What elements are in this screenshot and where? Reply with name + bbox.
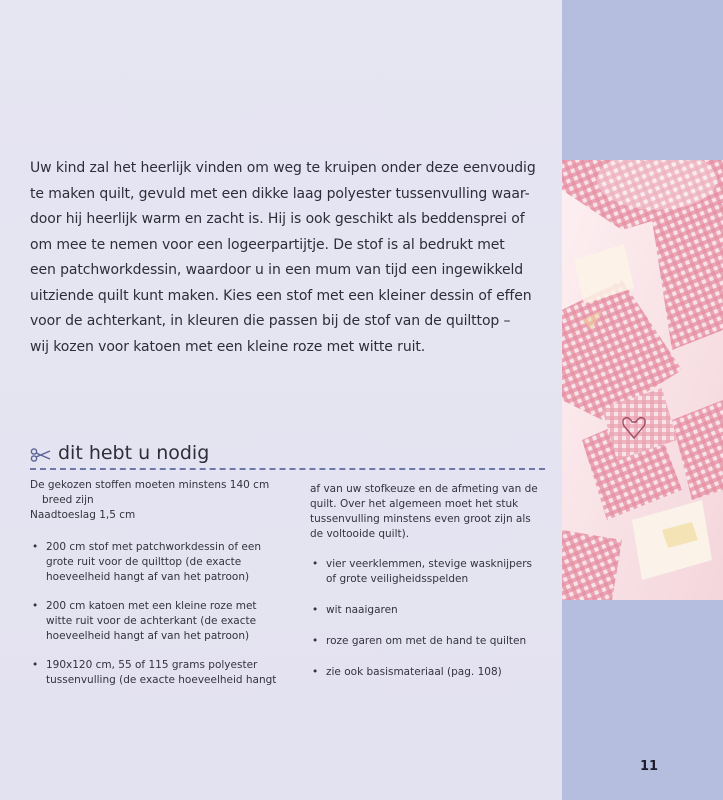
section-title: dit hebt u nodig [58, 442, 210, 464]
intro-paragraph [30, 156, 555, 360]
intro-line: Uw kind zal het heerlijk vinden om weg te kruipen onder deze eenvoudig [30, 160, 536, 176]
list-continuation: af van uw stofkeuze en de afmeting van de quilt. Over het algemeen moet het stuk tussenvulling minstens even groot zijn als de voltooide quilt). [310, 483, 538, 540]
materials-left-column [30, 478, 280, 688]
intro-line: door hij heerlijk warm en zacht is. Hij is ook geschikt als beddensprei of [30, 211, 525, 227]
intro-line: voor de achterkant, in kleuren die passen bij de stof van de quilttop – [30, 313, 511, 329]
fabric-width-note: De gekozen stoffen moeten minstens 140 cm [30, 479, 270, 491]
section-header [30, 438, 555, 468]
list-item: • wit naaigaren [310, 603, 540, 618]
sidebar-blue-panel-top [562, 0, 723, 160]
dashed-divider [30, 468, 545, 470]
intro-line: te maken quilt, gevuld met een dikke laag polyester tussenvulling waar- [30, 185, 530, 202]
materials-right-column [310, 482, 540, 680]
materials-list-right [310, 557, 540, 680]
quilt-photo [562, 160, 723, 600]
page-number: 11 [640, 759, 659, 774]
intro-line: een patchworkdessin, waardoor u in een mum van tijd een ingewikkeld [30, 262, 524, 278]
list-item: • zie ook basismateriaal (pag. 108) [310, 665, 540, 680]
list-item: • roze garen om met de hand te quilten [310, 634, 540, 649]
list-item: • 200 cm katoen met een kleine roze met witte ruit voor de achterkant (de exacte hoeveelheid hangt af van het patroon) [30, 599, 280, 644]
intro-line: wij kozen voor katoen met een kleine roze met witte ruit. [30, 338, 426, 355]
intro-line: uitziende quilt kunt maken. Kies een stof met een kleiner dessin of effen [30, 287, 532, 304]
list-item: • 190x120 cm, 55 of 115 grams polyester tussenvulling (de exacte hoeveelheid hangt [30, 658, 280, 688]
intro-line: om mee te nemen voor een logeerpartijtje. De stof is al bedrukt met [30, 236, 505, 253]
scissors-icon [30, 447, 52, 466]
list-item: • vier veerklemmen, stevige wasknijpers of grote veiligheidsspelden [310, 557, 540, 587]
list-item: • 200 cm stof met patchworkdessin of een grote ruit voor de quilttop (de exacte hoeveelheid hangt af van het patroon) [30, 540, 280, 585]
seam-allowance-note: Naadtoeslag 1,5 cm [30, 509, 136, 521]
materials-list-left [30, 540, 280, 688]
fabric-width-note-cont: breed zijn [42, 494, 94, 506]
